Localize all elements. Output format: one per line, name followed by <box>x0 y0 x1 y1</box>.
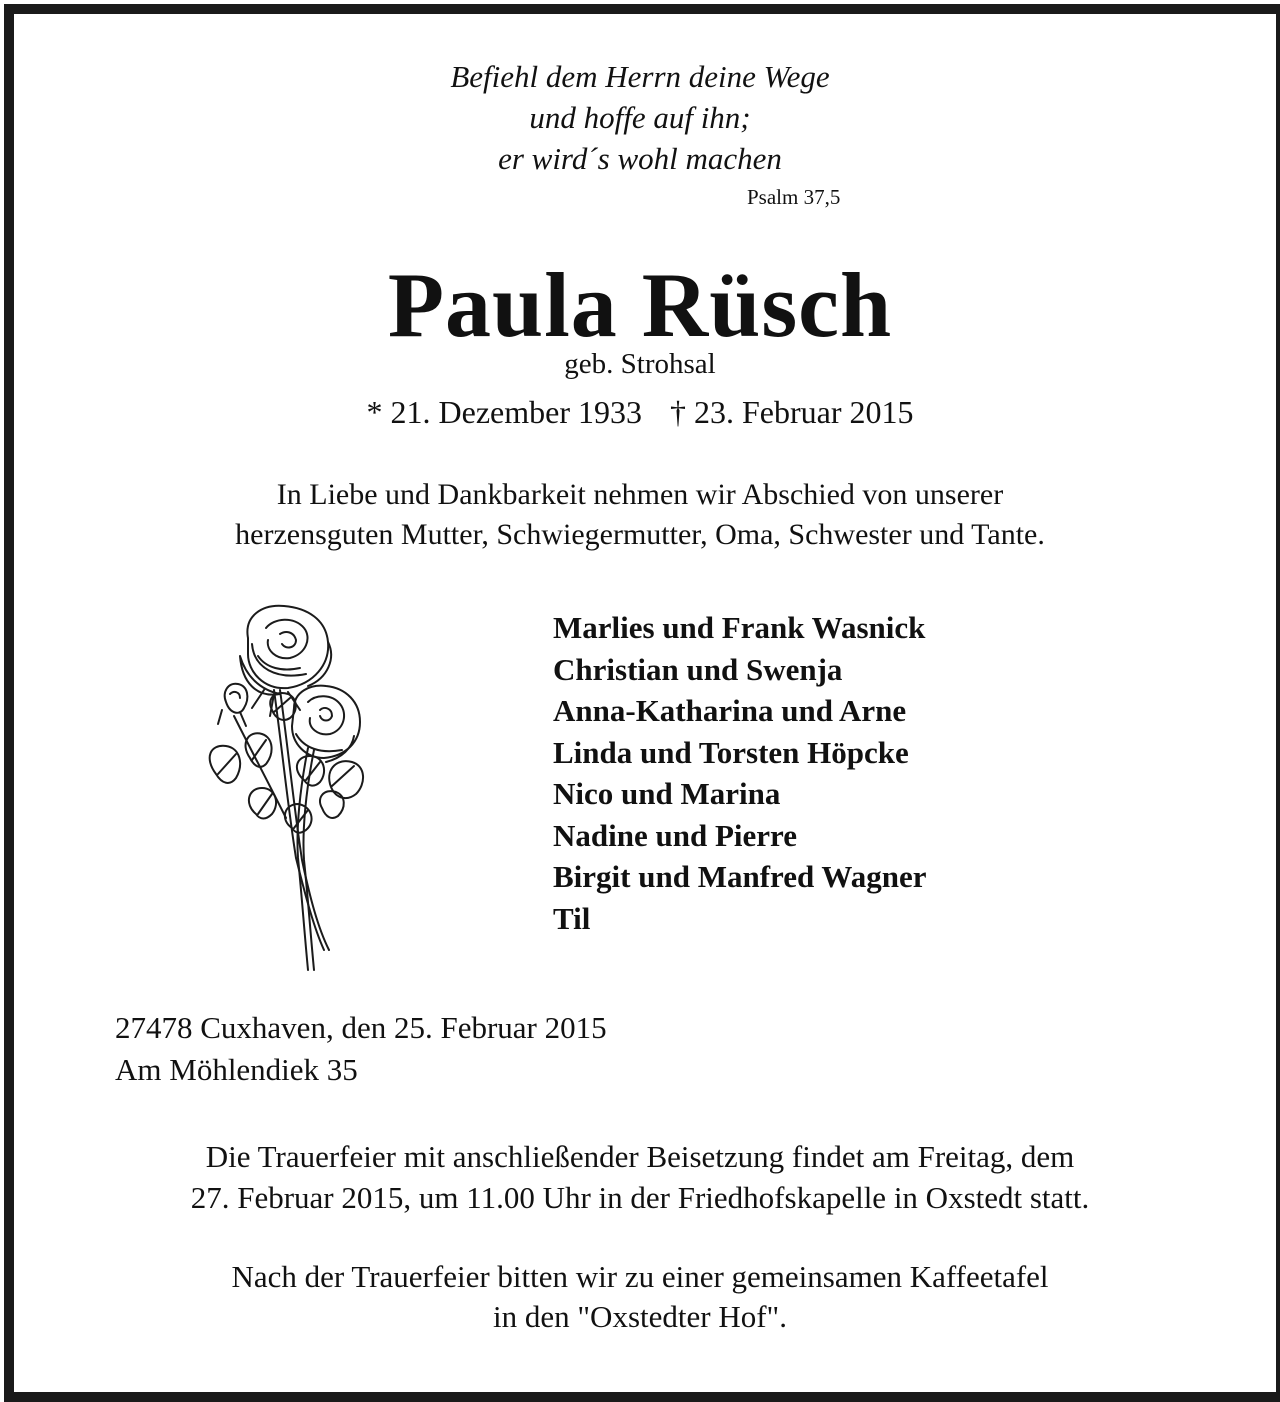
coffee-line-1: Nach der Trauerfeier bitten wir zu einer gemeinsamen Kaffeetafel <box>231 1259 1049 1294</box>
mourner-name: Nadine und Pierre <box>553 817 797 853</box>
farewell-line-2: herzensguten Mutter, Schwiegermutter, Oma, Schwester und Tante. <box>235 518 1045 551</box>
birth-date: * 21. Dezember 1933 <box>366 394 642 430</box>
mourners-list <box>553 607 926 939</box>
rose-leaves <box>210 693 363 833</box>
verse-line-2: und hoffe auf ihn; <box>529 100 751 135</box>
mourner-name: Linda und Torsten Höpcke <box>553 734 909 770</box>
roses-illustration <box>196 598 376 976</box>
verse-reference: Psalm 37,5 <box>747 185 841 209</box>
address-block <box>115 1007 607 1091</box>
life-dates <box>0 394 1280 431</box>
funeral-line-1: Die Trauerfeier mit anschließender Beisetzung findet am Freitag, dem <box>205 1139 1075 1174</box>
death-date: † 23. Februar 2015 <box>669 394 914 430</box>
address-line-1: 27478 Cuxhaven, den 25. Februar 2015 <box>115 1010 607 1045</box>
funeral-info <box>0 1136 1280 1218</box>
mourner-name: Marlies und Frank Wasnick <box>553 610 926 645</box>
verse-line-3: er wird´s wohl machen <box>498 141 782 176</box>
coffee-invitation <box>0 1257 1280 1337</box>
rose-bud <box>218 684 247 726</box>
coffee-line-2: in den "Oxstedter Hof". <box>493 1299 787 1334</box>
rose-bloom-top <box>240 606 331 695</box>
mourner-name: Christian und Swenja <box>553 651 843 687</box>
maiden-name: geb. Strohsal <box>564 348 716 380</box>
mourner-name: Anna-Katharina und Arne <box>553 693 907 728</box>
rose-bloom-middle <box>292 686 360 762</box>
farewell-line-1: In Liebe und Dankbarkeit nehmen wir Abschied von unserer <box>276 478 1004 511</box>
deceased-name: Paula Rüsch <box>387 254 893 356</box>
funeral-line-2: 27. Februar 2015, um 11.00 Uhr in der Friedhofskapelle in Oxstedt statt. <box>190 1180 1090 1215</box>
verse-line-1: Befiehl dem Herrn deine Wege <box>450 59 830 94</box>
mourner-name: Birgit und Manfred Wagner <box>553 859 927 894</box>
farewell-text <box>0 475 1280 555</box>
bible-verse <box>0 56 1280 179</box>
address-line-2: Am Möhlendiek 35 <box>115 1052 358 1087</box>
mourner-name: Nico und Marina <box>553 776 781 811</box>
mourner-name: Til <box>553 900 591 936</box>
